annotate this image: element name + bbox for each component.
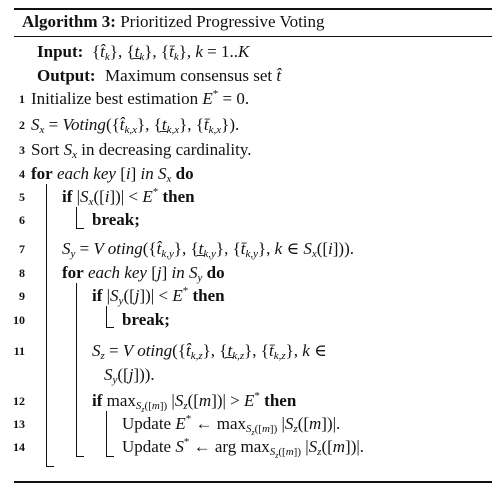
caption-rule [14,36,492,37]
line-text: Update E* ← $\max_{S_z([m])} |S_z([m])|$. [122,413,341,437]
line-number: 3 [19,143,25,157]
input-text: $\{t̂_k\}$, $\{t̲_k\}$, $\{t̄_k\}$, k = 1..K [92,42,250,63]
line-text: for each key [i] in $S_x$ do [31,164,194,185]
line-text: break; [122,310,170,329]
for-i-scope-foot [46,466,54,467]
for-j-scope-bar [76,283,77,457]
if-12-scope-foot [106,456,114,457]
line-text: $S_z = V$ $oting(\{t̂_{k,z}\}$, $\{t̲_{k,z}\}$, $\{t̄_{k,z}\}$, k ∈ [92,341,327,362]
algorithm-title: Prioritized Progressive Voting [120,12,325,31]
line-number: 12 [13,394,25,408]
line-number: 14 [13,440,25,454]
output-text: Maximum consensus set t̂ [105,66,282,85]
input-label: Input: [37,42,84,61]
line-text: if $|S_x([i])| < E^*$ then [62,186,195,208]
if-9-scope-bar [106,306,107,328]
line-text: break; [92,210,140,229]
output-label: Output: [37,66,96,85]
line-text: if $|S_y([j])| < E^*$ then [92,285,225,307]
line-number: 9 [19,289,25,303]
line-number: 13 [13,417,25,431]
line-number: 8 [19,266,25,280]
top-rule [14,8,492,10]
line-number: 10 [13,313,25,327]
line-number: 7 [19,242,25,256]
line-number: 6 [19,213,25,227]
line-text: $S_y = V$ $oting(\{t̂_{k,y}\}$, $\{t̲_{k,y}\}$, $\{t̄_{k,y}\}$, k ∈ $S_x([i])$). [62,239,354,260]
line-number: 2 [19,118,25,132]
if-5-scope-bar [76,207,77,229]
line-number: 5 [19,190,25,204]
algorithm-label: Algorithm 3: [22,12,116,31]
line-text: $S_x$ = $Voting(\{t̂_{k,x}\}$, $\{t̲_{k,x}\}$, $\{t̄_{k,x}\}$). [31,115,240,136]
line-text: Initialize best estimation E* = 0. [31,88,250,108]
if-9-scope-foot [106,327,114,328]
line-number: 11 [13,344,25,358]
line-number: 1 [19,92,25,106]
for-i-scope-bar [46,184,47,466]
bottom-rule [14,481,492,483]
line-text: Sort $S_x$ in decreasing cardinality. [31,140,252,161]
line-text: Update S* ← arg $\max_{S_z([m])} |S_z([m])|$. [122,436,365,460]
algorithm-caption [22,11,325,33]
if-5-scope-foot [76,228,84,229]
line-text: for each key [j] in $S_y$ do [62,263,225,284]
line-number: 4 [19,167,25,181]
for-j-scope-foot [76,456,84,457]
if-12-scope-bar [106,411,107,457]
line-text-cont: $S_y([j])$). [104,365,155,386]
line-text: if $\max_{S_z([m])} |S_z([m])| > E^*$ then [92,390,297,414]
